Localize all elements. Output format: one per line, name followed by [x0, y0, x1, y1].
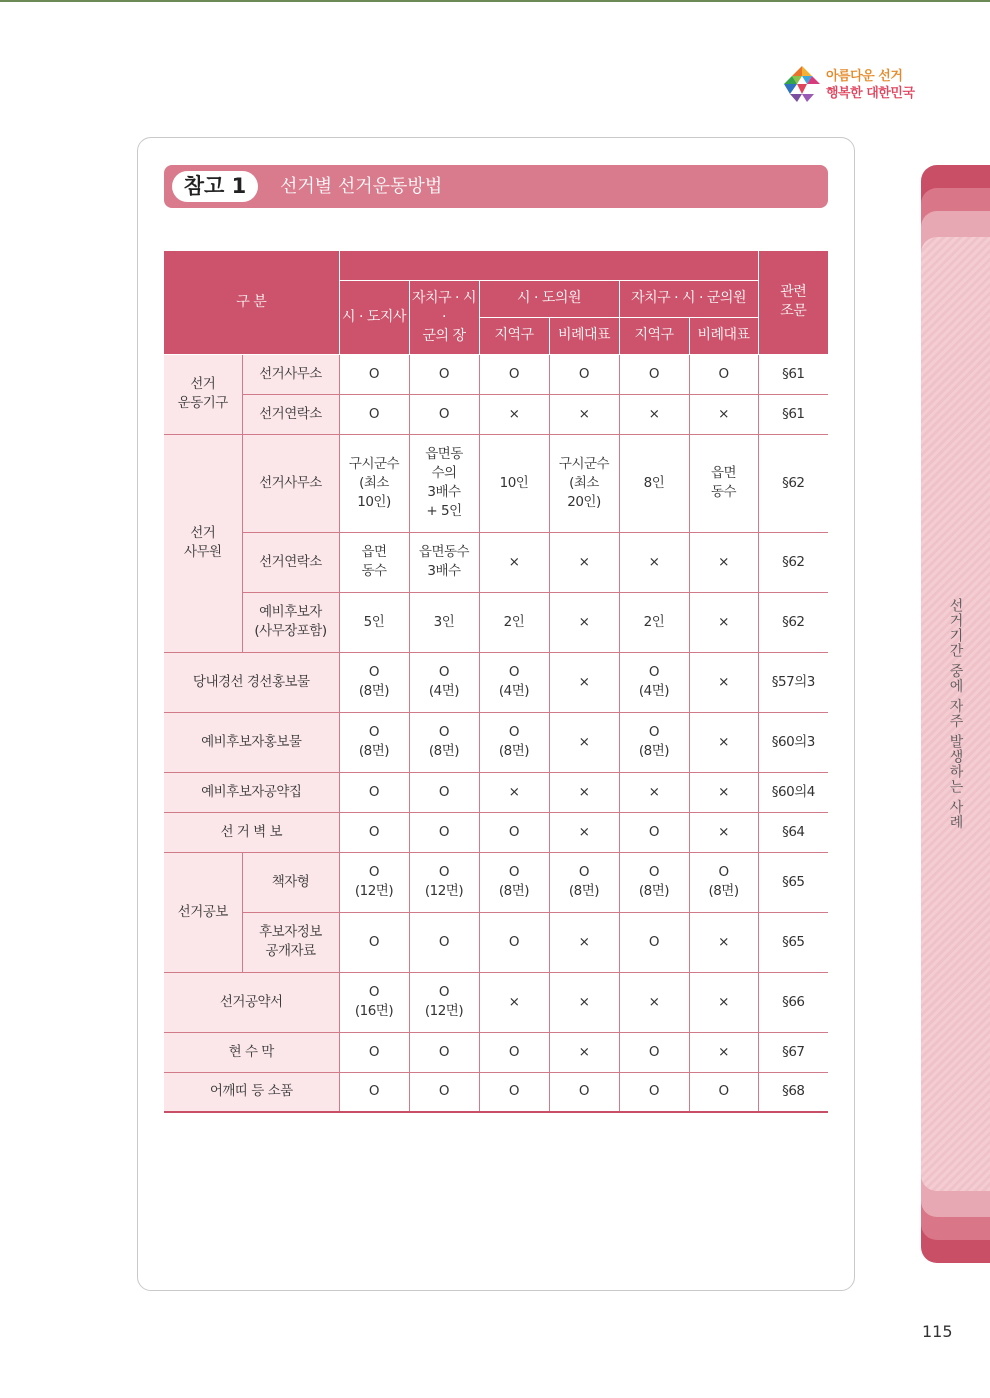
cell-line: × [508, 993, 520, 1010]
cell-line: O [648, 724, 660, 740]
cell-line: 구시군수 [558, 455, 610, 472]
cell-line: (8면) [708, 883, 739, 899]
header-district: 지역구 [619, 317, 689, 354]
cell-line: 10인) [357, 493, 391, 510]
table-cell: O [339, 772, 409, 812]
table-cell: × [619, 772, 689, 812]
table-cell [339, 434, 409, 532]
article-ref: §66 [758, 972, 828, 1032]
header-proportional: 비례대표 [549, 317, 619, 354]
group-label [164, 434, 242, 652]
article-ref: §61 [758, 394, 828, 434]
row-label: 선거연락소 [242, 394, 339, 434]
cell-line: 읍면동 [425, 446, 463, 462]
table-cell [549, 712, 619, 772]
article-ref: §62 [758, 532, 828, 592]
table-cell: 2인 [479, 592, 549, 652]
table-cell: O [409, 812, 479, 852]
cell-line: 예비후보자 [259, 604, 322, 620]
cell-line: + 5인 [426, 503, 462, 519]
section-banner [164, 165, 828, 208]
cell-line: × [718, 553, 729, 570]
cell-line: (4면) [638, 683, 670, 699]
table-cell: O [479, 1032, 549, 1072]
table-cell: O [409, 1072, 479, 1112]
table-cell: × [689, 772, 758, 812]
cell-line: × [508, 553, 520, 570]
group-label-line: 사무원 [183, 544, 222, 560]
cell-line: × [578, 993, 590, 1010]
cell-line: (4면) [498, 683, 530, 699]
group-label-line: 운동기구 [177, 395, 228, 411]
article-ref: §62 [758, 592, 828, 652]
cell-line: O [368, 724, 380, 740]
header-related-line: 조문 [780, 303, 807, 320]
table-cell [549, 972, 619, 1032]
table-cell: O [479, 812, 549, 852]
table-cell [549, 532, 619, 592]
cell-line: × [648, 553, 660, 570]
cell-line: (12면) [354, 883, 394, 899]
header-local-head-line: 군의 장 [422, 327, 466, 344]
table-cell: O [479, 912, 549, 972]
cell-line: × [718, 993, 729, 1010]
row-label: 선거공약서 [164, 972, 339, 1032]
table-cell [689, 972, 758, 1032]
table-row [164, 434, 828, 532]
table-cell [409, 852, 479, 912]
cell-line: O [508, 724, 520, 740]
table-cell: × [619, 394, 689, 434]
table-cell [619, 532, 689, 592]
cell-line: × [718, 733, 729, 750]
table-row [164, 1032, 828, 1072]
table-cell [409, 972, 479, 1032]
table-cell [619, 852, 689, 912]
row-label: 예비후보자공약집 [164, 772, 339, 812]
table-cell: O [339, 354, 409, 394]
cell-line: 20인) [567, 493, 601, 510]
table-cell: × [689, 912, 758, 972]
table-cell [409, 712, 479, 772]
table-cell: O [409, 912, 479, 972]
cell-line: O [508, 664, 520, 680]
table-cell: O [409, 772, 479, 812]
table-cell [549, 434, 619, 532]
header-district: 지역구 [479, 317, 549, 354]
table-row [164, 1072, 828, 1112]
table-cell: × [479, 394, 549, 434]
cell-line: O [368, 664, 380, 680]
cell-line: 10인 [499, 474, 529, 491]
table-cell: O [689, 354, 758, 394]
table-row [164, 912, 828, 972]
table-cell: O [339, 812, 409, 852]
header-local-head-line: 자치구 · 시 · [412, 289, 476, 325]
cell-line: 동수 [361, 563, 387, 579]
cell-line: (8면) [498, 883, 530, 899]
table-row [164, 852, 828, 912]
article-ref: §61 [758, 354, 828, 394]
cell-line: × [718, 673, 729, 690]
cell-line: × [578, 673, 590, 690]
article-ref: §57의3 [758, 652, 828, 712]
table-cell: × [549, 812, 619, 852]
table-cell [619, 434, 689, 532]
row-label: 선거연락소 [242, 532, 339, 592]
cell-line: × [578, 553, 590, 570]
table-cell [689, 652, 758, 712]
cell-line: O [578, 864, 590, 880]
table-cell: O [549, 1072, 619, 1112]
article-ref: §60의3 [758, 712, 828, 772]
table-row [164, 972, 828, 1032]
row-label: 선거사무소 [242, 354, 339, 394]
logo-line-2: 행복한 대한민국 [826, 86, 915, 101]
reference-badge: 참고 1 [172, 171, 258, 202]
cell-line: (8면) [638, 883, 670, 899]
header-local-head [409, 280, 479, 354]
table-cell: 3인 [409, 592, 479, 652]
cell-line: 읍면동수 [418, 544, 470, 560]
group-label-line: 선거 [190, 525, 216, 541]
header-related-line: 관련 [780, 284, 807, 301]
cell-line: 공개자료 [265, 943, 316, 959]
table-cell [339, 652, 409, 712]
header-category: 구 분 [164, 251, 339, 354]
article-ref: §62 [758, 434, 828, 532]
cell-line: (최소 [569, 474, 599, 491]
table-row [164, 812, 828, 852]
cell-line: O [718, 864, 729, 880]
table-cell [479, 652, 549, 712]
table-cell [339, 972, 409, 1032]
cell-line: (16면) [354, 1003, 394, 1019]
table-cell: O [619, 1072, 689, 1112]
table-cell: × [689, 812, 758, 852]
table-cell [339, 852, 409, 912]
row-label: 선 거 벽 보 [164, 812, 339, 852]
table-cell: O [409, 354, 479, 394]
cell-line: 읍면 [710, 465, 737, 481]
table-cell [479, 532, 549, 592]
row-label: 현 수 막 [164, 1032, 339, 1072]
table-cell [619, 972, 689, 1032]
table-row [164, 712, 828, 772]
cell-line: (12면) [424, 883, 464, 899]
table-cell [479, 712, 549, 772]
table-row [164, 532, 828, 592]
table-row [164, 354, 828, 394]
cell-line: 읍면 [361, 544, 387, 560]
article-ref: §64 [758, 812, 828, 852]
table-row [164, 772, 828, 812]
group-label: 선거공보 [164, 852, 242, 972]
cell-line: O [438, 664, 450, 680]
cell-line: 동수 [710, 484, 737, 500]
cell-line: (최소 [359, 474, 389, 491]
row-label: 책자형 [242, 852, 339, 912]
table-cell [689, 852, 758, 912]
group-label-line: 선거 [190, 376, 216, 392]
table-cell: O [619, 812, 689, 852]
logo-line-1: 아름다운 선거 [826, 69, 903, 84]
table-cell [619, 712, 689, 772]
table-cell: × [479, 772, 549, 812]
cell-line: (12면) [424, 1003, 464, 1019]
table-cell: O [619, 912, 689, 972]
table-cell: × [689, 1032, 758, 1072]
table-cell: O [689, 1072, 758, 1112]
table-cell [339, 532, 409, 592]
table-cell: 2인 [619, 592, 689, 652]
chapter-side-tab [921, 165, 990, 1263]
cell-line: 구시군수 [348, 455, 400, 472]
cell-line: O [438, 984, 450, 1000]
group-label [164, 354, 242, 434]
row-label: 선거사무소 [242, 434, 339, 532]
cell-line: (8면) [498, 743, 530, 759]
table-cell: O [339, 912, 409, 972]
table-cell: O [339, 394, 409, 434]
table-cell: 5인 [339, 592, 409, 652]
table-cell: × [549, 394, 619, 434]
table-cell: O [409, 394, 479, 434]
cell-line: (4면) [428, 683, 460, 699]
table-cell [549, 852, 619, 912]
page-number: 115 [922, 1322, 953, 1341]
table-cell [549, 652, 619, 712]
header-provincial-council: 시 · 도의원 [479, 280, 619, 317]
table-cell: × [549, 1032, 619, 1072]
cell-line: O [368, 864, 380, 880]
tangram-logo-icon [782, 64, 822, 104]
table-cell: O [619, 1032, 689, 1072]
campaign-methods-table [164, 251, 828, 1113]
cell-line: (사무장포함) [254, 623, 327, 639]
table-cell [479, 434, 549, 532]
table-cell: × [549, 772, 619, 812]
header-related-article [758, 251, 828, 354]
cell-line: (8면) [358, 683, 390, 699]
cell-line: × [578, 733, 590, 750]
cell-line: (8면) [358, 743, 390, 759]
row-label: 어깨띠 등 소품 [164, 1072, 339, 1112]
table-cell: O [549, 354, 619, 394]
table-cell: × [689, 592, 758, 652]
cell-line: O [438, 724, 450, 740]
cell-line: 8인 [643, 474, 665, 491]
table-cell: O [619, 354, 689, 394]
table-cell [409, 652, 479, 712]
table-cell [619, 652, 689, 712]
article-ref: §60의4 [758, 772, 828, 812]
header-proportional: 비례대표 [689, 317, 758, 354]
cell-line: 3배수 [427, 563, 461, 579]
row-label [242, 912, 339, 972]
cell-line: (8면) [428, 743, 460, 759]
table-cell: × [549, 912, 619, 972]
cell-line: × [648, 993, 660, 1010]
article-ref: §65 [758, 852, 828, 912]
table-row [164, 592, 828, 652]
row-label [242, 592, 339, 652]
header-governor: 시 · 도지사 [339, 280, 409, 354]
header-local-council: 자치구 · 시 · 군의원 [619, 280, 758, 317]
cell-line: O [368, 984, 380, 1000]
table-cell: O [479, 354, 549, 394]
table-cell: O [479, 1072, 549, 1112]
table-cell: O [339, 1032, 409, 1072]
table-row [164, 652, 828, 712]
cell-line: O [508, 864, 520, 880]
table-cell: × [689, 394, 758, 434]
table-cell [409, 532, 479, 592]
table-cell: O [409, 1032, 479, 1072]
cell-line: 수의 [431, 465, 457, 481]
article-ref: §67 [758, 1032, 828, 1072]
cell-line: O [648, 864, 660, 880]
cell-line: O [438, 864, 450, 880]
section-title: 선거별 선거운동방법 [280, 176, 443, 197]
cell-line: O [648, 664, 660, 680]
table-cell [689, 434, 758, 532]
row-label: 당내경선 경선홍보물 [164, 652, 339, 712]
cell-line: (8면) [568, 883, 600, 899]
table-cell: × [549, 592, 619, 652]
table-cell: O [339, 1072, 409, 1112]
row-label: 예비후보자홍보물 [164, 712, 339, 772]
article-ref: §68 [758, 1072, 828, 1112]
header-blank-band [339, 251, 758, 280]
table-row [164, 394, 828, 434]
cell-line: (8면) [638, 743, 670, 759]
cell-line: 후보자정보 [259, 924, 322, 940]
table-cell [479, 972, 549, 1032]
election-logo [782, 62, 922, 112]
table-cell [689, 532, 758, 592]
table-cell [409, 434, 479, 532]
chapter-side-label: 선거기간 중에 자주 발생하는 사례 [947, 598, 964, 830]
top-rule [0, 0, 990, 2]
article-ref: §65 [758, 912, 828, 972]
table-cell [339, 712, 409, 772]
table-cell [689, 712, 758, 772]
table-cell [479, 852, 549, 912]
cell-line: 3배수 [427, 484, 461, 500]
